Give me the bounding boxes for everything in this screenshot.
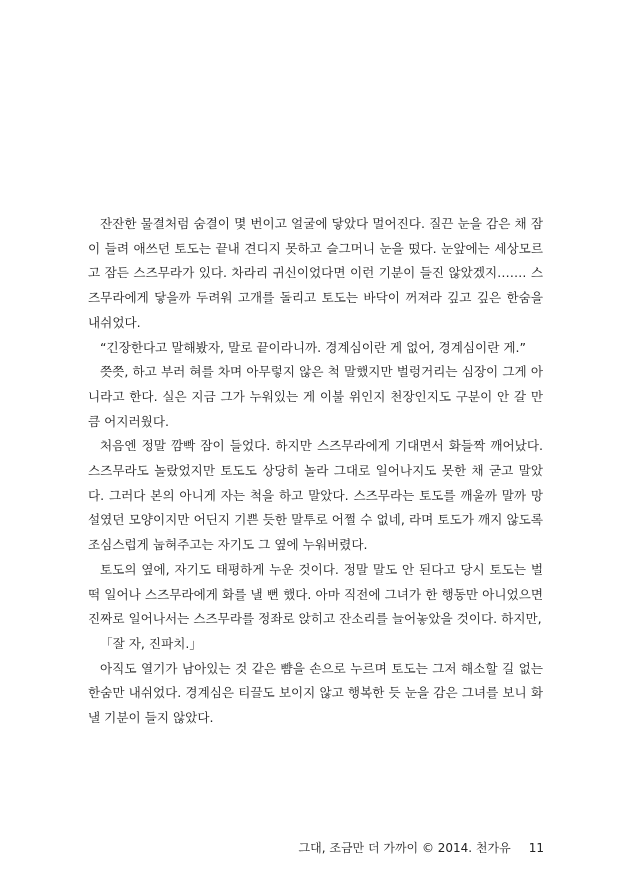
paragraph: 쯧쯧, 하고 부러 혀를 차며 아무렇지 않은 척 말했지만 벌렁거리는 심장이 그게 아니라고 한다. 실은 지금 그가 누워있는 게 이불 위인지 천장인지도 구분이 안 갈 만큼 어지러웠다.: [88, 364, 543, 429]
paragraph: 처음엔 정말 깜빡 잠이 들었다. 하지만 스즈무라에게 기대면서 화들짝 깨어났다. 스즈무라도 놀랐었지만 토도도 상당히 놀라 그대로 일어나지도 못한 채 굳고 말았다. 그러다 본의 아니게 자는 척을 하고 말았다. 스즈무라는 토도를 깨울까 말까 망설였던 모양이지만 어딘지 기쁜 듯한 말투로 어쩔 수 없네, 라며 토도가 깨지 않도록 조심스럽게 눕혀주고는 자기도 그 옆에 누워버렸다.: [88, 438, 543, 553]
body-text: [88, 212, 543, 731]
paragraph: 잔잔한 물결처럼 숨결이 몇 번이고 얼굴에 닿았다 멀어진다. 질끈 눈을 감은 채 잠이 들려 애쓰던 토도는 끝내 견디지 못하고 슬그머니 눈을 떴다. 눈앞에는 세상모르고 잠든 스즈무라가 있다. 차라리 귀신이었다면 이런 기분이 들진 않았겠지……. 스즈무라에게 닿을까 두려워 고개를 돌리고 토도는 바닥이 꺼져라 깊고 깊은 한숨을 내쉬었다.: [88, 216, 543, 330]
page-footer: [299, 838, 544, 858]
paragraph: 토도의 옆에, 자기도 태평하게 누운 것이다. 정말 말도 안 된다고 당시 토도는 벌떡 일어나 스즈무라에게 화를 낼 뻔 했다. 아마 직전에 그녀가 한 행동만 아니었으면 진짜로 일어나서는 스즈무라를 정좌로 앉히고 잔소리를 늘어놓았을 것이다. 하지만,: [88, 561, 543, 627]
paragraph: 「잘 자, 진파치.」: [100, 635, 203, 651]
footer-title: 그대, 조금만 더 가까이 © 2014. 천가유: [298, 841, 511, 855]
paragraph: 아직도 열기가 남아있는 것 같은 뺨을 손으로 누르며 토도는 그저 해소할 길 없는 한숨만 내쉬었다. 경계심은 티끌도 보이지 않고 행복한 듯 눈을 감은 그녀를 보니 화 낼 기분이 들지 않았다.: [88, 660, 543, 726]
page-number: 11: [528, 841, 544, 855]
paragraph: “긴장한다고 말해봤자, 말로 끝이라니까. 경계심이란 게 없어, 경계심이란 게.”: [100, 339, 527, 355]
